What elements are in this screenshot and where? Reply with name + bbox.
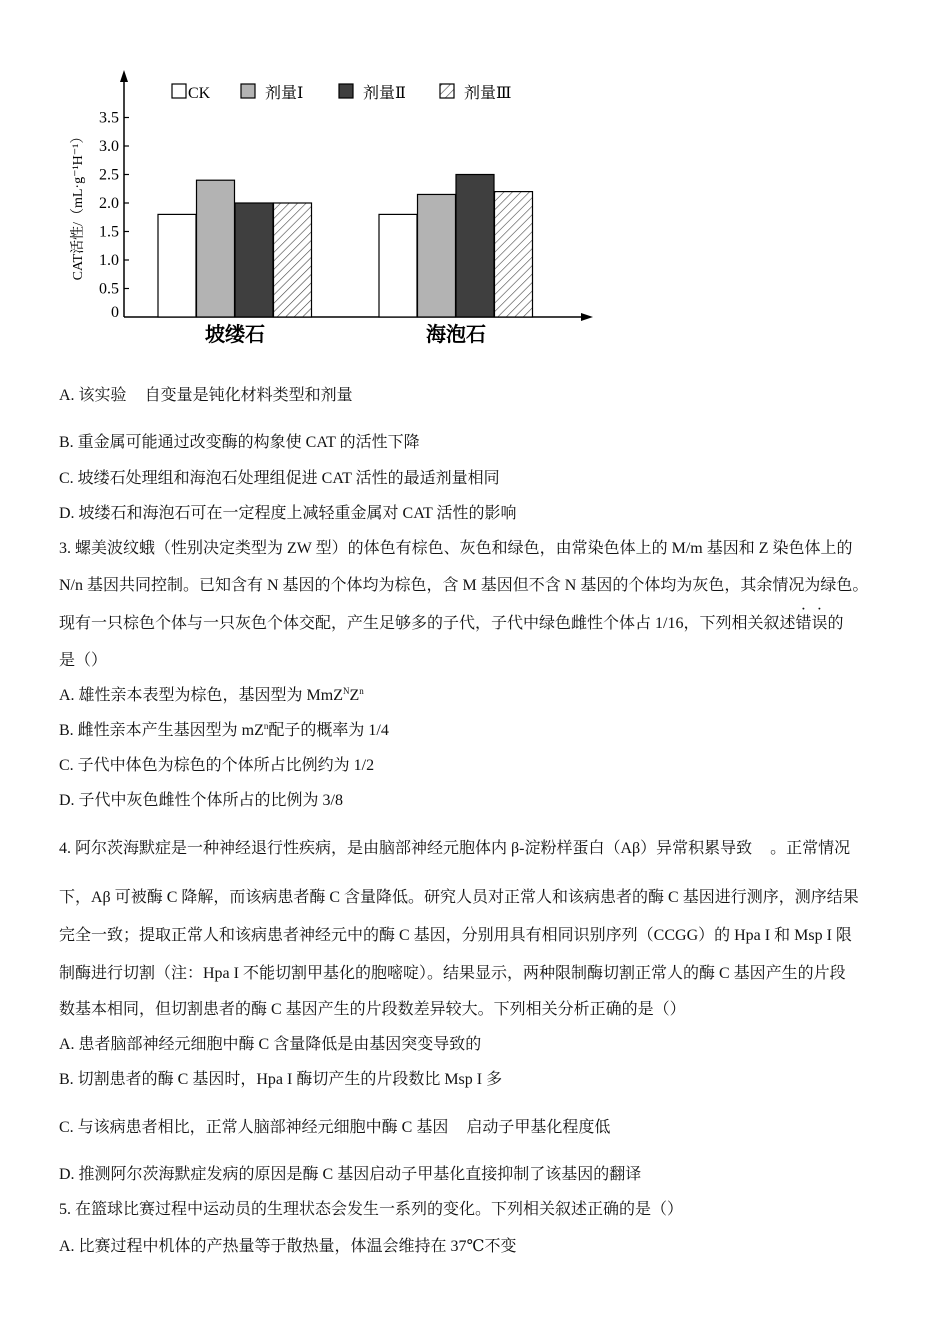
q3-option-b-tail: 配子的概率为 1/4 bbox=[268, 722, 389, 739]
y-tick-label: 2.0 bbox=[99, 195, 119, 212]
bar-0-3 bbox=[274, 203, 312, 317]
y-tick-label: 1.0 bbox=[99, 252, 119, 269]
q2-option-b: B. 重金属可能通过改变酶的构象使 CAT 的活性下降 bbox=[59, 434, 420, 451]
bar-1-0 bbox=[379, 214, 417, 317]
category-label: 坡缕石 bbox=[205, 324, 265, 346]
q3-stem-line2: N/n 基因共同控制。已知含有 N 基因的个体均为棕色，含 M 基因但不含 N 基因的个体均为灰色，其余情况为绿色。 bbox=[59, 577, 869, 594]
q4-stem-line4: 制酶进行切割（注：Hpa I 不能切割甲基化的胞嘧啶）。结果显示，两种限制酶切割正常人的酶 C 基因产生的片段 bbox=[59, 965, 846, 982]
y-tick-label: 1.5 bbox=[99, 223, 119, 241]
q4-stem-line1 bbox=[59, 839, 850, 859]
q4-stem-line1-text: 4. 阿尔茨海默症是一种神经退行性疾病，是由脑部神经元胞体内 β-淀粉样蛋白（Aβ）异常积累导致 bbox=[59, 840, 753, 857]
category-label: 海泡石 bbox=[426, 324, 486, 346]
q4-stem-line5: 数基本相同，但切割患者的酶 C 基因产生的片段数差异较大。下列相关分析正确的是（） bbox=[59, 1001, 686, 1018]
q5-option-a: A. 比赛过程中机体的产热量等于散热量，体温会维持在 37℃不变 bbox=[59, 1238, 517, 1255]
bar-0-0 bbox=[158, 214, 196, 317]
legend-swatch bbox=[339, 84, 353, 98]
legend-swatch bbox=[440, 84, 454, 98]
legend-label: CK bbox=[188, 85, 211, 102]
q3-option-a-text: A. 雄性亲本表型为棕色，基因型为 MmZ bbox=[59, 687, 344, 704]
cat-activity-chart bbox=[50, 60, 620, 360]
q3-option-a-z: Z bbox=[349, 687, 360, 704]
q3-stem-line3-tail: 的 bbox=[827, 615, 844, 632]
legend-label: 剂量Ⅱ bbox=[363, 85, 406, 102]
q2-option-c: C. 坡缕石处理组和海泡石处理组促进 CAT 活性的最适剂量相同 bbox=[59, 470, 500, 487]
q3-stem-line3-text: 现有一只棕色个体与一只灰色个体交配，产生足够多的子代，子代中绿色雌性个体占 1/16，下列相关叙述 bbox=[59, 615, 796, 632]
q4-option-b: B. 切割患者的酶 C 基因时，Hpa I 酶切产生的片段数比 Msp I 多 bbox=[59, 1071, 503, 1088]
y-tick-label: 0.5 bbox=[99, 280, 119, 298]
legend-swatch bbox=[172, 84, 186, 98]
q2-option-d: D. 坡缕石和海泡石可在一定程度上减轻重金属对 CAT 活性的影响 bbox=[59, 505, 517, 522]
q4-stem-line1-tail: 。正常情况 bbox=[770, 840, 851, 857]
q2-option-a bbox=[59, 386, 353, 406]
y-tick-label: 3.5 bbox=[99, 109, 119, 127]
q4-option-d: D. 推测阿尔茨海默症发病的原因是酶 C 基因启动子甲基化直接抑制了该基因的翻译 bbox=[59, 1166, 642, 1183]
q4-option-c-part1: C. 与该病患者相比，正常人脑部神经元细胞中酶 C 基因 bbox=[59, 1119, 449, 1136]
bar-1-2 bbox=[456, 175, 494, 318]
q4-option-a: A. 患者脑部神经元细胞中酶 C 含量降低是由基因突变导致的 bbox=[59, 1036, 482, 1053]
legend-swatch bbox=[241, 84, 255, 98]
y-axis-label: CAT活性/（mL·g⁻¹H⁻¹） bbox=[71, 129, 86, 281]
q3-option-b bbox=[59, 721, 389, 741]
q5-stem: 5. 在篮球比赛过程中运动员的生理状态会发生一系列的变化。下列相关叙述正确的是（） bbox=[59, 1201, 684, 1218]
q2-option-a-part2: 自变量是钝化材料类型和剂量 bbox=[144, 387, 353, 404]
q3-stem-line1: 3. 螺美波纹蛾（性别决定类型为 ZW 型）的体色有棕色、灰色和绿色，由常染色体上的 M/m 基因和 Z 染色体上的 bbox=[59, 540, 853, 557]
legend-label: 剂量Ⅲ bbox=[464, 85, 512, 102]
superscript: n bbox=[359, 686, 364, 696]
bar-0-2 bbox=[235, 203, 273, 317]
emphasis-char-2: 误 bbox=[811, 615, 828, 632]
q3-option-a bbox=[59, 686, 364, 706]
y-tick-label: 2.5 bbox=[99, 166, 119, 184]
q4-stem-line3: 完全一致；提取正常人和该病患者神经元中的酶 C 基因，分别用具有相同识别序列（CCGG）的 Hpa I 和 Msp I 限 bbox=[59, 927, 852, 944]
bar-1-3 bbox=[495, 192, 533, 317]
y-axis-arrow bbox=[120, 70, 128, 82]
x-axis-arrow bbox=[581, 313, 593, 321]
q2-option-a-part1: A. 该实验 bbox=[59, 387, 127, 404]
y-tick-label: 0 bbox=[111, 304, 119, 321]
q4-stem-line2: 下，Aβ 可被酶 C 降解，而该病患者酶 C 含量降低。研究人员对正常人和该病患者的酶 C 基因进行测序，测序结果 bbox=[59, 889, 859, 906]
superscript: N bbox=[343, 686, 350, 696]
q4-option-c-part2: 启动子甲基化程度低 bbox=[466, 1119, 611, 1136]
emphasis-char-1: 错 bbox=[795, 615, 812, 632]
q4-option-c bbox=[59, 1118, 610, 1138]
q3-option-d: D. 子代中灰色雌性个体所占的比例为 3/8 bbox=[59, 792, 344, 809]
q3-option-c: C. 子代中体色为棕色的个体所占比例约为 1/2 bbox=[59, 757, 375, 774]
bar-1-1 bbox=[418, 194, 456, 317]
q3-stem-line4: 是（） bbox=[59, 652, 108, 669]
superscript: n bbox=[263, 721, 269, 731]
q3-option-b-text: B. 雌性亲本产生基因型为 mZ bbox=[59, 722, 264, 739]
q3-stem-line3 bbox=[59, 614, 844, 634]
legend-label: 剂量Ⅰ bbox=[265, 85, 304, 102]
bar-0-1 bbox=[197, 180, 235, 317]
y-tick-label: 3.0 bbox=[99, 138, 119, 155]
